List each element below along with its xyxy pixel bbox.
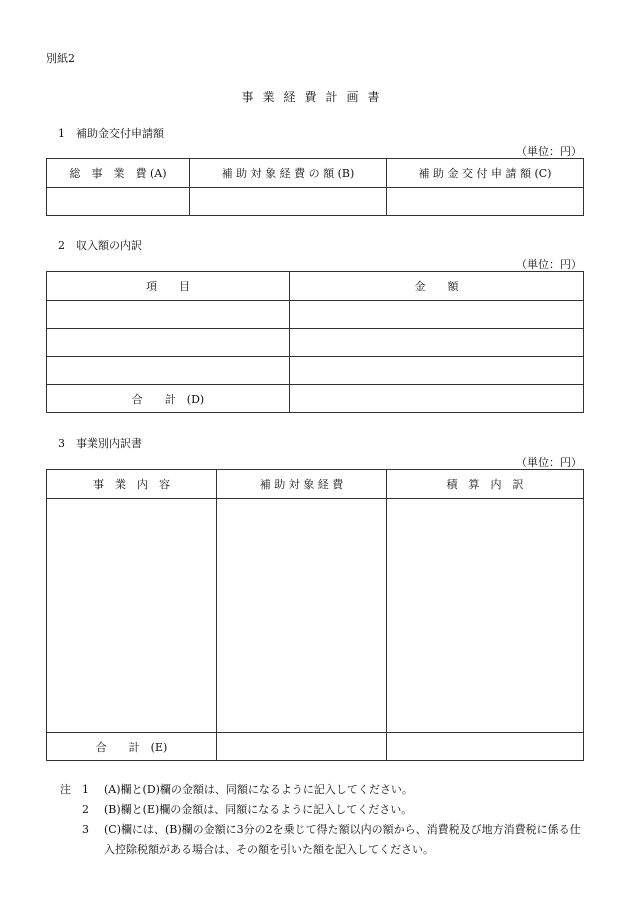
header-item: 項 目 bbox=[47, 272, 290, 301]
section1-unit: （単位：円） bbox=[516, 145, 582, 158]
cell-amount[interactable] bbox=[290, 329, 584, 357]
total-e-label: 合 計 (E) bbox=[47, 733, 217, 761]
cell-amount[interactable] bbox=[290, 301, 584, 329]
note-number: 3 bbox=[82, 823, 89, 836]
cell-total-e-detail[interactable] bbox=[387, 733, 584, 761]
cell-total-d[interactable] bbox=[290, 385, 584, 413]
note-text: (C)欄には、(B)欄の金額に3分の2を乗じて得た額以内の額から、消費税及び地方消費税に係る仕入控除税額がある場合は、その額を引いた額を記入してください。 bbox=[104, 823, 581, 856]
section2-unit: （単位：円） bbox=[516, 258, 582, 271]
note-number: 1 bbox=[82, 783, 89, 796]
section1-heading: 1 補助金交付申請額 bbox=[58, 127, 164, 140]
header-project-content: 事 業 内 容 bbox=[47, 470, 217, 499]
income-breakdown-table bbox=[46, 271, 584, 413]
annex-label: 別紙2 bbox=[46, 52, 75, 65]
note-item bbox=[60, 780, 590, 800]
total-d-label: 合 計 (D) bbox=[47, 385, 290, 413]
note-item bbox=[60, 820, 590, 860]
cell-total-cost[interactable] bbox=[47, 188, 190, 216]
section3-heading: 3 事業別内訳書 bbox=[58, 437, 142, 450]
cell-project-content[interactable] bbox=[47, 499, 217, 733]
cell-item[interactable] bbox=[47, 357, 290, 385]
header-eligible-expense: 補 助 対 象 経 費 bbox=[217, 470, 387, 499]
section3-unit: （単位：円） bbox=[516, 456, 582, 469]
section2-heading: 2 収入額の内訳 bbox=[58, 239, 142, 252]
cell-grant-request[interactable] bbox=[387, 188, 584, 216]
header-grant-request: 補 助 金 交 付 申 請 額 (C) bbox=[387, 159, 584, 188]
cell-calculation-detail[interactable] bbox=[387, 499, 584, 733]
cell-amount[interactable] bbox=[290, 357, 584, 385]
document-title: 事業経費計画書 bbox=[241, 90, 389, 104]
notes bbox=[60, 780, 590, 860]
grant-amount-table bbox=[46, 158, 584, 216]
cell-total-e[interactable] bbox=[217, 733, 387, 761]
note-text: (A)欄と(D)欄の金額は、同額になるように記入してください。 bbox=[104, 783, 413, 796]
cell-eligible-cost[interactable] bbox=[190, 188, 387, 216]
header-calculation-detail: 積 算 内 訳 bbox=[387, 470, 584, 499]
note-number: 2 bbox=[82, 803, 89, 816]
project-breakdown-table bbox=[46, 469, 584, 761]
header-amount: 金 額 bbox=[290, 272, 584, 301]
note-text: (B)欄と(E)欄の金額は、同額になるように記入してください。 bbox=[104, 803, 413, 816]
cell-item[interactable] bbox=[47, 329, 290, 357]
cell-item[interactable] bbox=[47, 301, 290, 329]
header-eligible-cost: 補 助 対 象 経 費 の 額 (B) bbox=[190, 159, 387, 188]
note-item bbox=[60, 800, 590, 820]
header-total-cost: 総 事 業 費 (A) bbox=[47, 159, 190, 188]
cell-eligible-expense[interactable] bbox=[217, 499, 387, 733]
notes-label: 注 bbox=[60, 783, 71, 796]
